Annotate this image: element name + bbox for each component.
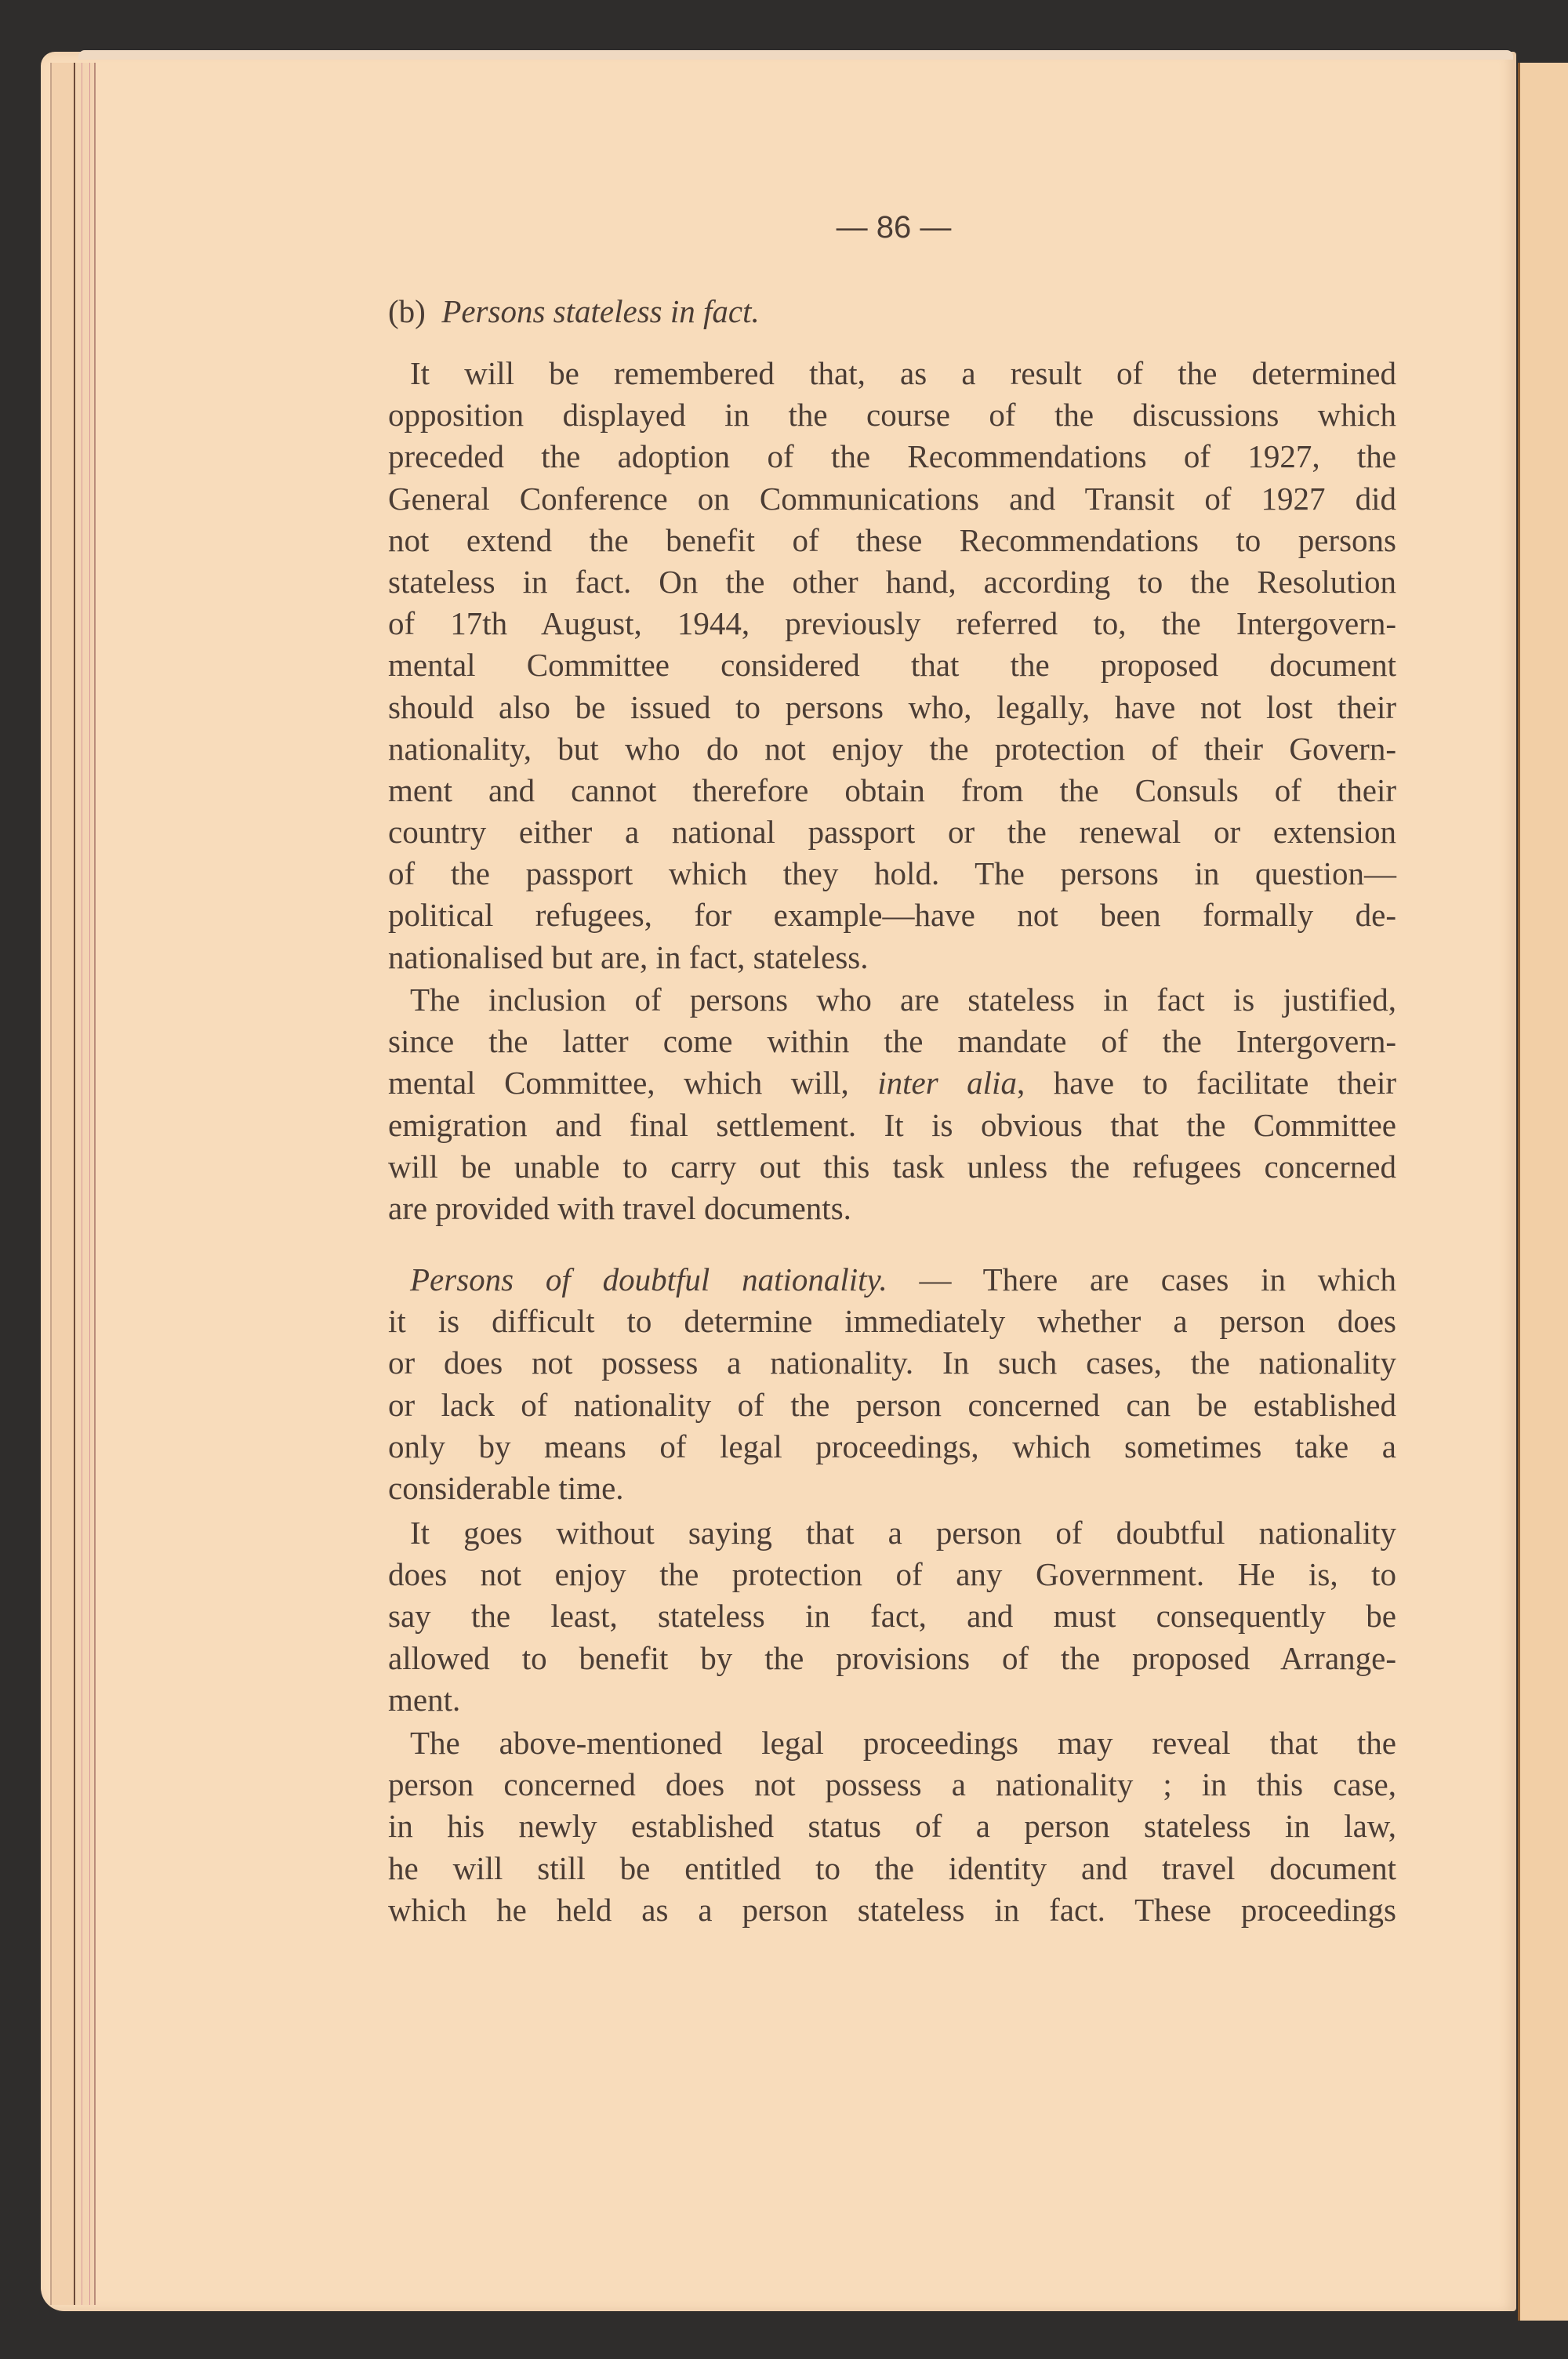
text-line: ment. xyxy=(388,1681,461,1718)
text-line: opposition displayed in the course of the discussions which xyxy=(388,397,1396,434)
text-line xyxy=(388,1259,1396,1301)
section-title: Persons stateless in fact. xyxy=(441,293,760,329)
text-line: political refugees, for example—have not been formally de- xyxy=(388,897,1396,934)
text-line: only by means of legal proceedings, which sometimes take a xyxy=(388,1428,1396,1464)
text-line: emigration and final settlement. It is obvious that the Committee xyxy=(388,1106,1396,1143)
text-line: or does not possess a nationality. In such cases, the nationality xyxy=(388,1345,1396,1381)
text-line: it is difficult to determine immediately whether a person does xyxy=(388,1303,1396,1340)
text-segment: , have to facilitate their xyxy=(1016,1065,1397,1101)
text-line: in his newly established status of a person stateless in law, xyxy=(388,1808,1396,1845)
italic-text: Persons of doubtful nationality. xyxy=(410,1261,887,1297)
text-line: will be unable to carry out this task unless the refugees concerned xyxy=(388,1148,1396,1185)
text-line: of the passport which they hold. The persons in question— xyxy=(388,855,1396,892)
text-line: country either a national passport or the renewal or extension xyxy=(388,814,1396,851)
text-line: or lack of nationality of the person concerned can be established xyxy=(388,1386,1396,1423)
text-line: since the latter come within the mandate of the Intergovern- xyxy=(388,1023,1396,1060)
facing-page-edge xyxy=(1518,63,1568,2321)
text-line: say the least, stateless in fact, and must consequently be xyxy=(388,1598,1396,1635)
text-line: It goes without saying that a person of doubtful nationality xyxy=(410,1515,1396,1551)
text-line: allowed to benefit by the provisions of the proposed Arrange- xyxy=(388,1639,1396,1676)
text-line: It will be remembered that, as a result of the determined xyxy=(410,355,1396,391)
paragraph-1 xyxy=(388,353,1396,978)
text-line: General Conference on Communications and Transit of 1927 did xyxy=(388,480,1396,517)
page-top-edge xyxy=(78,50,1513,60)
text-line: The inclusion of persons who are stateless in fact is justified, xyxy=(410,982,1396,1018)
text-line: preceded the adoption of the Recommendations of 1927, the xyxy=(388,438,1396,475)
italic-text: inter alia xyxy=(877,1065,1017,1101)
paragraph-4 xyxy=(388,1512,1396,1721)
text-line: are provided with travel documents. xyxy=(388,1189,851,1226)
text-line: which he held as a person stateless in fact. These proceedings xyxy=(388,1891,1396,1928)
text-line: not extend the benefit of these Recommendations to persons xyxy=(388,521,1396,558)
text-line: should also be issued to persons who, legally, have not lost their xyxy=(388,688,1396,725)
section-heading xyxy=(388,292,760,330)
paragraph-2 xyxy=(388,979,1396,1229)
section-label: (b) xyxy=(388,293,426,329)
text-segment: — There are cases in which xyxy=(887,1261,1396,1297)
paragraph-5 xyxy=(388,1722,1396,1931)
text-line: of 17th August, 1944, previously referred to, the Intergovern- xyxy=(388,605,1396,642)
text-line: nationality, but who do not enjoy the protection of their Govern- xyxy=(388,730,1396,767)
text-line: does not enjoy the protection of any Government. He is, to xyxy=(388,1556,1396,1593)
text-line: stateless in fact. On the other hand, according to the Resolution xyxy=(388,563,1396,600)
page-stack-edges xyxy=(50,63,96,2305)
text-line: he will still be entitled to the identity and travel document xyxy=(388,1849,1396,1886)
text-line: person concerned does not possess a nationality ; in this case, xyxy=(388,1766,1396,1803)
text-line: The above-mentioned legal proceedings may reveal that the xyxy=(410,1725,1396,1761)
text-line: ment and cannot therefore obtain from the Consuls of their xyxy=(388,771,1396,808)
text-line xyxy=(388,1062,1396,1104)
text-line: nationalised but are, in fact, stateless. xyxy=(388,938,869,975)
text-line: considerable time. xyxy=(388,1469,624,1506)
page-number: — 86 — xyxy=(836,210,952,245)
text-segment: mental Committee, which will, xyxy=(388,1065,878,1101)
text-line: mental Committee considered that the proposed document xyxy=(388,647,1396,684)
paragraph-3 xyxy=(388,1259,1396,1509)
